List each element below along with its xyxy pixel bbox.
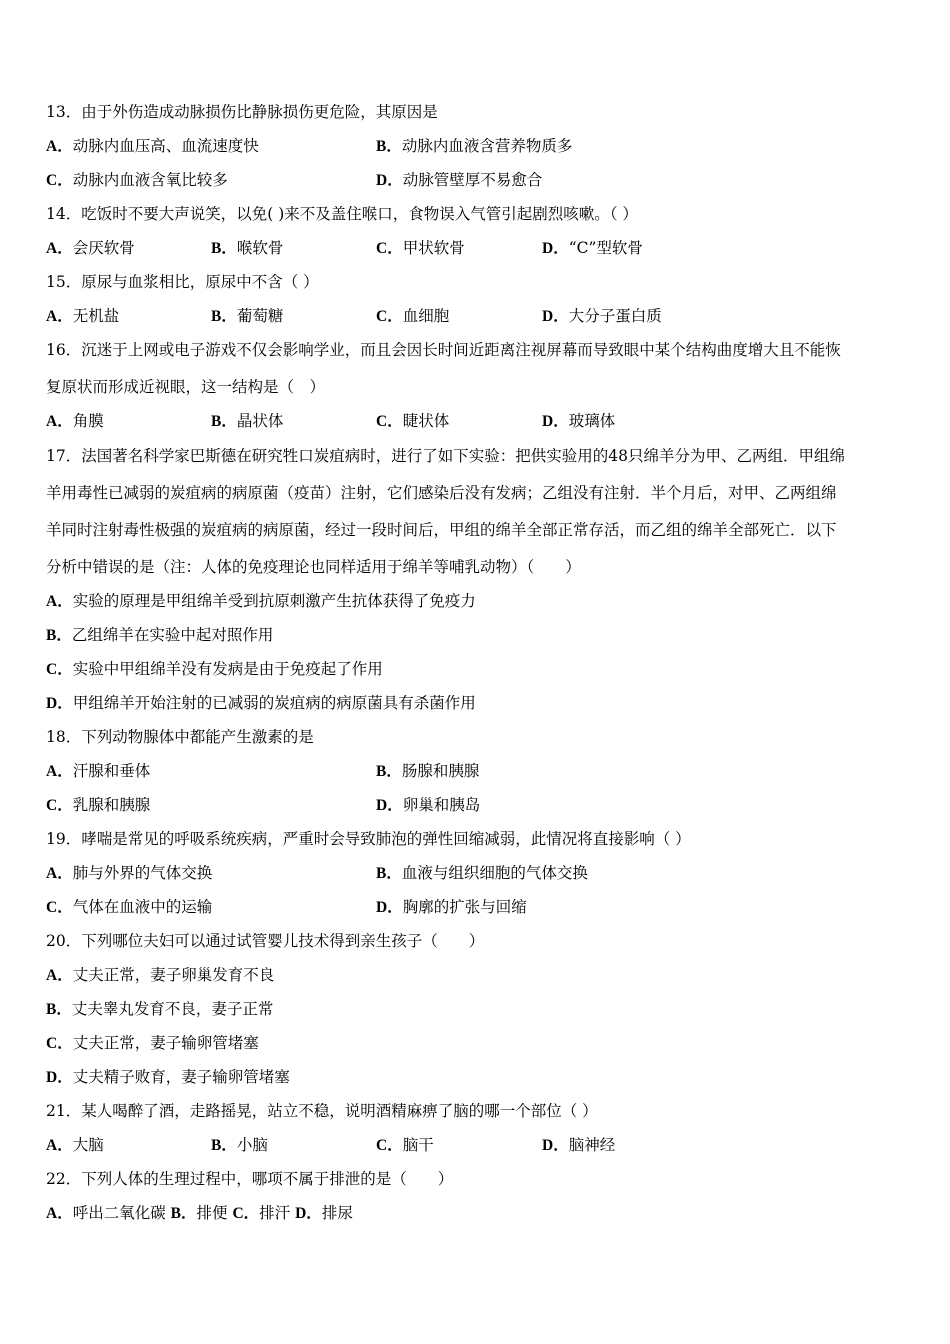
option-letter: A． [46, 865, 73, 882]
question-16-option-a [46, 411, 104, 432]
question-17-stem-line-2: 羊用毒性已减弱的炭疽病的病原菌（疫苗）注射，它们感染后没有发病；乙组没有注射．半个月后，对甲、乙两组绵 [46, 484, 837, 502]
option-letter: A． [46, 967, 73, 984]
option-letter: C． [376, 240, 403, 257]
option-text: 胸廓的扩张与回缩 [402, 898, 527, 916]
question-18-stem: 18．下列动物腺体中都能产生激素的是 [46, 728, 314, 746]
question-21-option-d [542, 1135, 615, 1156]
option-letter: D． [376, 797, 403, 814]
option-letter: C． [46, 899, 73, 916]
option-text: 喉软骨 [236, 239, 284, 257]
option-text: 排便 [196, 1204, 228, 1222]
option-letter: A． [46, 240, 73, 257]
option-text: 血细胞 [402, 307, 450, 325]
question-20-option-b [46, 999, 273, 1020]
option-text: 睫状体 [402, 412, 450, 430]
option-text: 丈夫正常，妻子卵巢发育不良 [72, 966, 275, 984]
question-15-option-b [211, 306, 283, 327]
option-text: 实验的原理是甲组绵羊受到抗原刺激产生抗体获得了免疫力 [72, 592, 476, 610]
option-text: 肺与外界的气体交换 [72, 864, 213, 882]
option-letter: D． [46, 1069, 73, 1086]
option-text: 卵巢和胰岛 [402, 796, 481, 814]
option-text: 汗腺和垂体 [72, 762, 151, 780]
option-letter: A． [46, 138, 73, 155]
option-text: 排汗 [259, 1204, 291, 1222]
option-letter: B． [376, 763, 402, 780]
option-letter: B． [211, 1137, 237, 1154]
question-18-option-b [376, 761, 479, 782]
option-letter: C． [376, 308, 403, 325]
option-text: 动脉内血压高、血流速度快 [72, 137, 259, 155]
question-19-option-d [376, 897, 527, 918]
question-20-stem: 20．下列哪位夫妇可以通过试管婴儿技术得到亲生孩子（ ） [46, 932, 485, 950]
option-text: 会厌软骨 [72, 239, 135, 257]
option-text: 大分子蛋白质 [568, 307, 662, 325]
option-text: 角膜 [72, 412, 104, 430]
question-14-stem: 14．吃饭时不要大声说笑，以免( )来不及盖住喉口，食物误入气管引起剧烈咳嗽。（ ） [46, 205, 638, 223]
question-17-stem-line-3: 羊同时注射毒性极强的炭疽病的病原菌，经过一段时间后，甲组的绵羊全部正常存活，而乙组的绵羊全部死亡．以下 [46, 521, 837, 539]
option-letter: A． [46, 1205, 73, 1222]
question-13-option-a [46, 136, 259, 157]
question-19-stem: 19．哮喘是常见的呼吸系统疾病，严重时会导致肺泡的弹性回缩减弱，此情况将直接影响（ ） [46, 830, 691, 848]
option-text: 脑干 [402, 1136, 434, 1154]
question-13-stem: 13．由于外伤造成动脉损伤比静脉损伤更危险，其原因是 [46, 103, 438, 121]
option-text: 呼出二氧化碳 [72, 1204, 166, 1222]
option-letter: A． [46, 593, 73, 610]
option-text: 丈夫睾丸发育不良，妻子正常 [71, 1000, 274, 1018]
question-15-option-d [542, 306, 662, 327]
option-text: 晶状体 [236, 412, 284, 430]
option-letter: B． [376, 865, 402, 882]
question-14-option-b [211, 238, 283, 259]
option-letter: B． [211, 240, 237, 257]
question-19-option-b [376, 863, 588, 884]
option-letter: C． [46, 172, 73, 189]
option-letter: D． [46, 695, 73, 712]
question-17-option-a [46, 591, 476, 612]
question-17-option-c [46, 659, 383, 680]
question-19-option-a [46, 863, 212, 884]
question-16-option-d [542, 411, 615, 432]
option-letter: B． [376, 138, 402, 155]
option-text: “C”型软骨 [568, 239, 643, 257]
question-17-stem-line-4: 分析中错误的是（注：人体的免疫理论也同样适用于绵羊等哺乳动物）（ ） [46, 558, 581, 576]
question-18-option-c [46, 795, 150, 816]
option-letter: A． [46, 763, 73, 780]
option-text: 气体在血液中的运输 [72, 898, 213, 916]
option-text: 肠腺和胰腺 [401, 762, 480, 780]
question-16-option-b [211, 411, 283, 432]
option-letter: B． [46, 1001, 72, 1018]
option-letter: B． [211, 413, 237, 430]
option-text: 小脑 [236, 1136, 268, 1154]
option-text: 排尿 [321, 1204, 353, 1222]
question-17-option-d [46, 693, 476, 714]
option-text: 动脉内血液含营养物质多 [401, 137, 573, 155]
option-text: 大脑 [72, 1136, 104, 1154]
option-text: 丈夫正常，妻子输卵管堵塞 [72, 1034, 259, 1052]
question-15-option-a [46, 306, 119, 327]
question-20-option-c [46, 1033, 259, 1054]
question-15-option-c [376, 306, 449, 327]
question-21-stem: 21．某人喝醉了酒，走路摇晃，站立不稳，说明酒精麻痹了脑的哪一个部位（ ） [46, 1102, 598, 1120]
option-letter: D． [376, 172, 403, 189]
question-18-option-d [376, 795, 480, 816]
option-text: 丈夫精子败育，妻子输卵管堵塞 [72, 1068, 290, 1086]
option-text: 血液与组织细胞的气体交换 [401, 864, 588, 882]
option-text: 乳腺和胰腺 [72, 796, 151, 814]
option-text: 动脉内血液含氧比较多 [72, 171, 228, 189]
question-19-option-c [46, 897, 212, 918]
question-14-option-a [46, 238, 135, 259]
option-text: 乙组绵羊在实验中起对照作用 [71, 626, 274, 644]
question-22-options [46, 1203, 353, 1224]
option-letter: B． [170, 1205, 197, 1222]
option-letter: C． [376, 413, 403, 430]
option-letter: C． [232, 1205, 260, 1222]
question-17-stem-line-1: 17．法国著名科学家巴斯德在研究牲口炭疽病时，进行了如下实验：把供实验用的48只绵羊分为甲、乙两组．甲组绵 [46, 447, 845, 465]
question-15-stem: 15．原尿与血浆相比，原尿中不含（ ） [46, 273, 319, 291]
option-text: 动脉管壁厚不易愈合 [402, 171, 543, 189]
option-text: 实验中甲组绵羊没有发病是由于免疫起了作用 [72, 660, 383, 678]
option-letter: B． [46, 627, 72, 644]
question-21-option-b [211, 1135, 268, 1156]
question-14-option-c [376, 238, 465, 259]
option-letter: A． [46, 308, 73, 325]
option-text: 无机盐 [72, 307, 120, 325]
question-17-option-b [46, 625, 273, 646]
option-letter: D． [376, 899, 403, 916]
question-20-option-a [46, 965, 274, 986]
option-letter: C． [46, 1035, 73, 1052]
question-20-option-d [46, 1067, 290, 1088]
option-letter: C． [376, 1137, 403, 1154]
option-letter: D． [542, 1137, 569, 1154]
question-21-option-a [46, 1135, 104, 1156]
question-13-option-c [46, 170, 228, 191]
option-text: 甲状软骨 [402, 239, 465, 257]
question-16-option-c [376, 411, 449, 432]
question-18-option-a [46, 761, 150, 782]
option-letter: A． [46, 1137, 73, 1154]
option-letter: C． [46, 661, 73, 678]
question-14-option-d [542, 238, 643, 259]
option-letter: D． [542, 413, 569, 430]
option-text: 甲组绵羊开始注射的已减弱的炭疽病的病原菌具有杀菌作用 [72, 694, 476, 712]
option-text: 葡萄糖 [236, 307, 284, 325]
option-letter: D． [542, 308, 569, 325]
question-16-stem-line-1: 16．沉迷于上网或电子游戏不仅会影响学业，而且会因长时间近距离注视屏幕而导致眼中某个结构曲度增大且不能恢 [46, 341, 841, 359]
option-text: 脑神经 [568, 1136, 616, 1154]
option-letter: D． [295, 1205, 322, 1222]
option-letter: B． [211, 308, 237, 325]
question-22-stem: 22．下列人体的生理过程中，哪项不属于排泄的是（ ） [46, 1170, 454, 1188]
question-16-stem-line-2: 复原状而形成近视眼，这一结构是（ ） [46, 378, 326, 396]
question-13-option-d [376, 170, 542, 191]
question-13-option-b [376, 136, 572, 157]
option-text: 玻璃体 [568, 412, 616, 430]
option-letter: A． [46, 413, 73, 430]
question-21-option-c [376, 1135, 434, 1156]
option-letter: D． [542, 240, 569, 257]
option-letter: C． [46, 797, 73, 814]
